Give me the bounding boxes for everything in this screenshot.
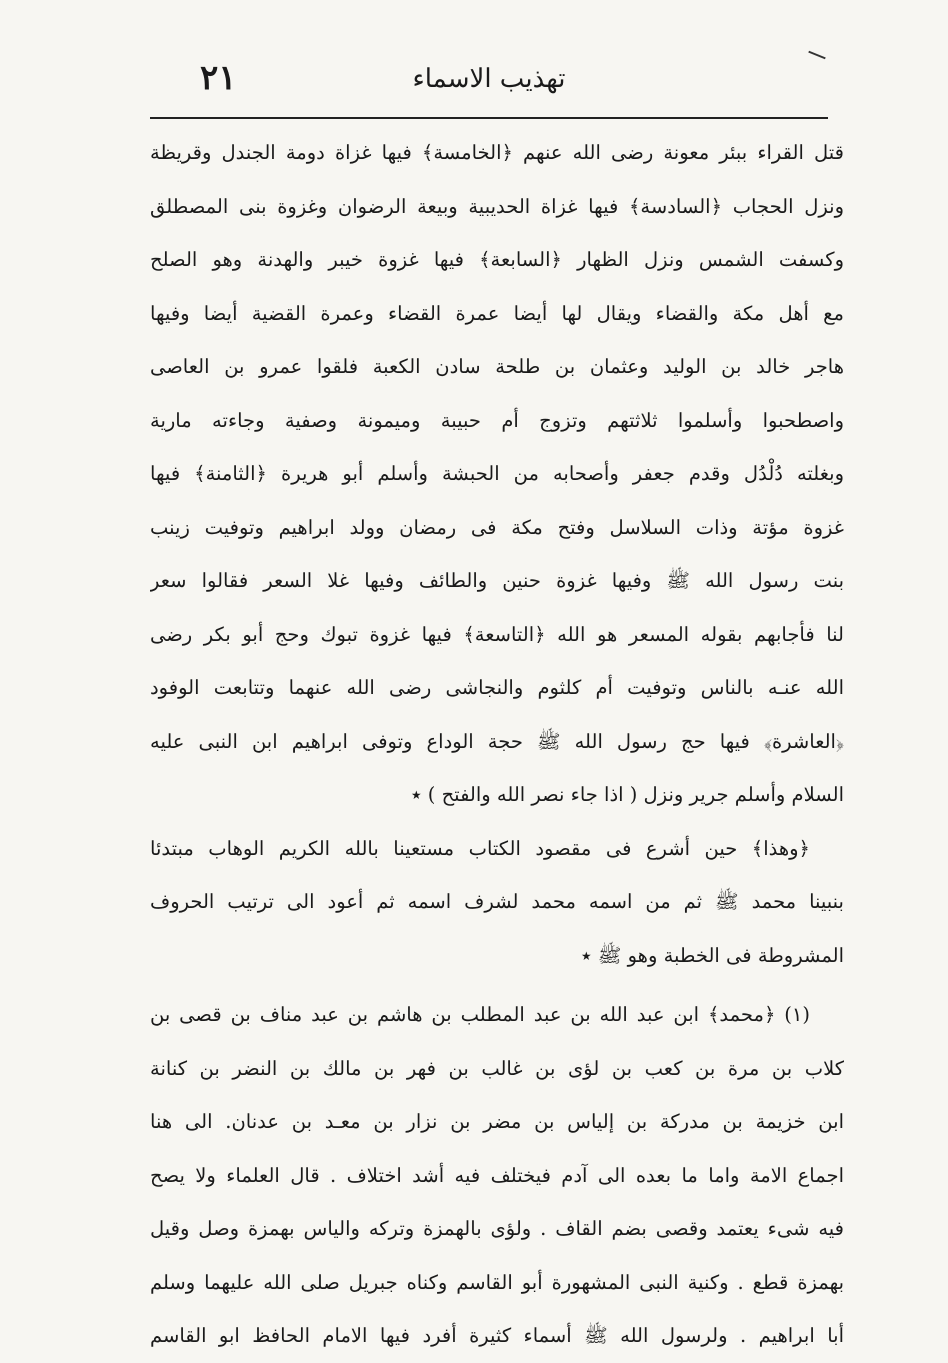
text-line: بهمزة قطع . وكنية النبى المشهورة أبو القاسم وكناه جبريل صلى الله عليهما وسلم <box>150 1270 844 1294</box>
text-line: ونزل الحجاب ﴿السادسة﴾ فيها غزاة الحديبية وبيعة الرضوان وغزوة بنى المصطلق <box>150 194 844 218</box>
text-line: وكسفت الشمس ونزل الظهار ﴿السابعة﴾ فيها غزوة خيبر والهدنة وهو الصلح <box>150 248 844 271</box>
paragraph-entry-1 <box>150 988 844 1363</box>
text-line: فيه شىء يعتمد وقصى بضم القاف . ولؤى بالهمزة وتركه والياس بهمزة وصل وقيل <box>150 1217 844 1240</box>
text-line: السلام وأسلم جرير ونزل ( اذا جاء نصر الله والفتح ) ٭ <box>410 783 844 806</box>
running-title: تهذيب الاسماء <box>412 64 566 94</box>
text-line: هاجر خالد بن الوليد وعثمان بن طلحة سادن الكعبة فلقوا عمرو بن العاصى <box>150 355 844 378</box>
text-line: بنبينا محمد ﷺ ثم من اسمه محمد لشرف اسمه ثم أعود الى ترتيب الحروف <box>150 890 844 913</box>
paragraph-events <box>150 126 844 822</box>
text-line: واصطحبوا وأسلموا ثلاثتهم وتزوج أم حبيبة وميمونة وصفية وجاءته مارية <box>150 408 844 432</box>
paragraph-intro <box>150 822 844 983</box>
text-line: ﴿وهذا﴾ حين أشرع فى مقصود الكتاب مستعينا بالله الكريم الوهاب مبتدئا <box>150 836 810 860</box>
page-body <box>150 126 844 1363</box>
text-line: الله عنـه بالناس وتوفيت أم كلثوم والنجاشى رضى الله عنهما وتتابعت الوفود <box>150 676 844 699</box>
text-line: مع أهل مكة والقضاء ويقال لها أيضا عمرة القضاء وعمرة القضية أيضا وفيها <box>150 301 844 325</box>
text-line: غزوة مؤتة وذات السلاسل وفتح مكة فى رمضان وولد ابراهيم وتوفيت زينب <box>150 515 844 539</box>
text-line: ﴿العاشرة﴾ فيها حج رسول الله ﷺ حجة الوداع وتوفى ابراهيم ابن النبى عليه <box>150 729 844 753</box>
text-line: كلاب بن مرة بن كعب بن لؤى بن غالب بن فهر بن مالك بن النضر بن كنانة <box>150 1056 844 1080</box>
text-line: (١) ﴿محمد﴾ ابن عبد الله بن عبد المطلب بن هاشم بن عبد مناف بن قصى بن <box>150 1003 810 1026</box>
page-number: ٢١ <box>200 58 237 98</box>
text-line: لنا فأجابهم بقوله المسعر هو الله ﴿التاسعة﴾ فيها غزوة تبوك وحج أبو بكر رضى <box>150 622 844 646</box>
text-line: ابن خزيمة بن مدركة بن إلياس بن مضر بن نزار بن معـد بن عدنان. الى هنا <box>150 1110 844 1133</box>
text-line: المشروطة فى الخطبة وهو ﷺ ٭ <box>581 943 844 967</box>
text-line: وبغلته دُلْدُل وقدم جعفر وأصحابه من الحبشة وأسلم أبو هريرة ﴿الثامنة﴾ فيها <box>150 462 844 485</box>
text-line: بنت رسول الله ﷺ وفيها غزوة حنين والطائف وفيها غلا السعر فقالوا سعر <box>150 569 844 592</box>
text-line: أبا ابراهيم . ولرسول الله ﷺ أسماء كثيرة أفرد فيها الامام الحافظ ابو القاسم <box>150 1324 844 1347</box>
text-line: قتل القراء ببئر معونة رضى الله عنهم ﴿الخامسة﴾ فيها غزاة دومة الجندل وقريظة <box>150 141 844 164</box>
page-header <box>150 58 828 118</box>
text-line: اجماع الامة واما ما بعده الى آدم فيختلف فيه أشد اختلاف . قال العلماء ولا يصح <box>150 1163 844 1187</box>
header-rule <box>150 117 828 119</box>
